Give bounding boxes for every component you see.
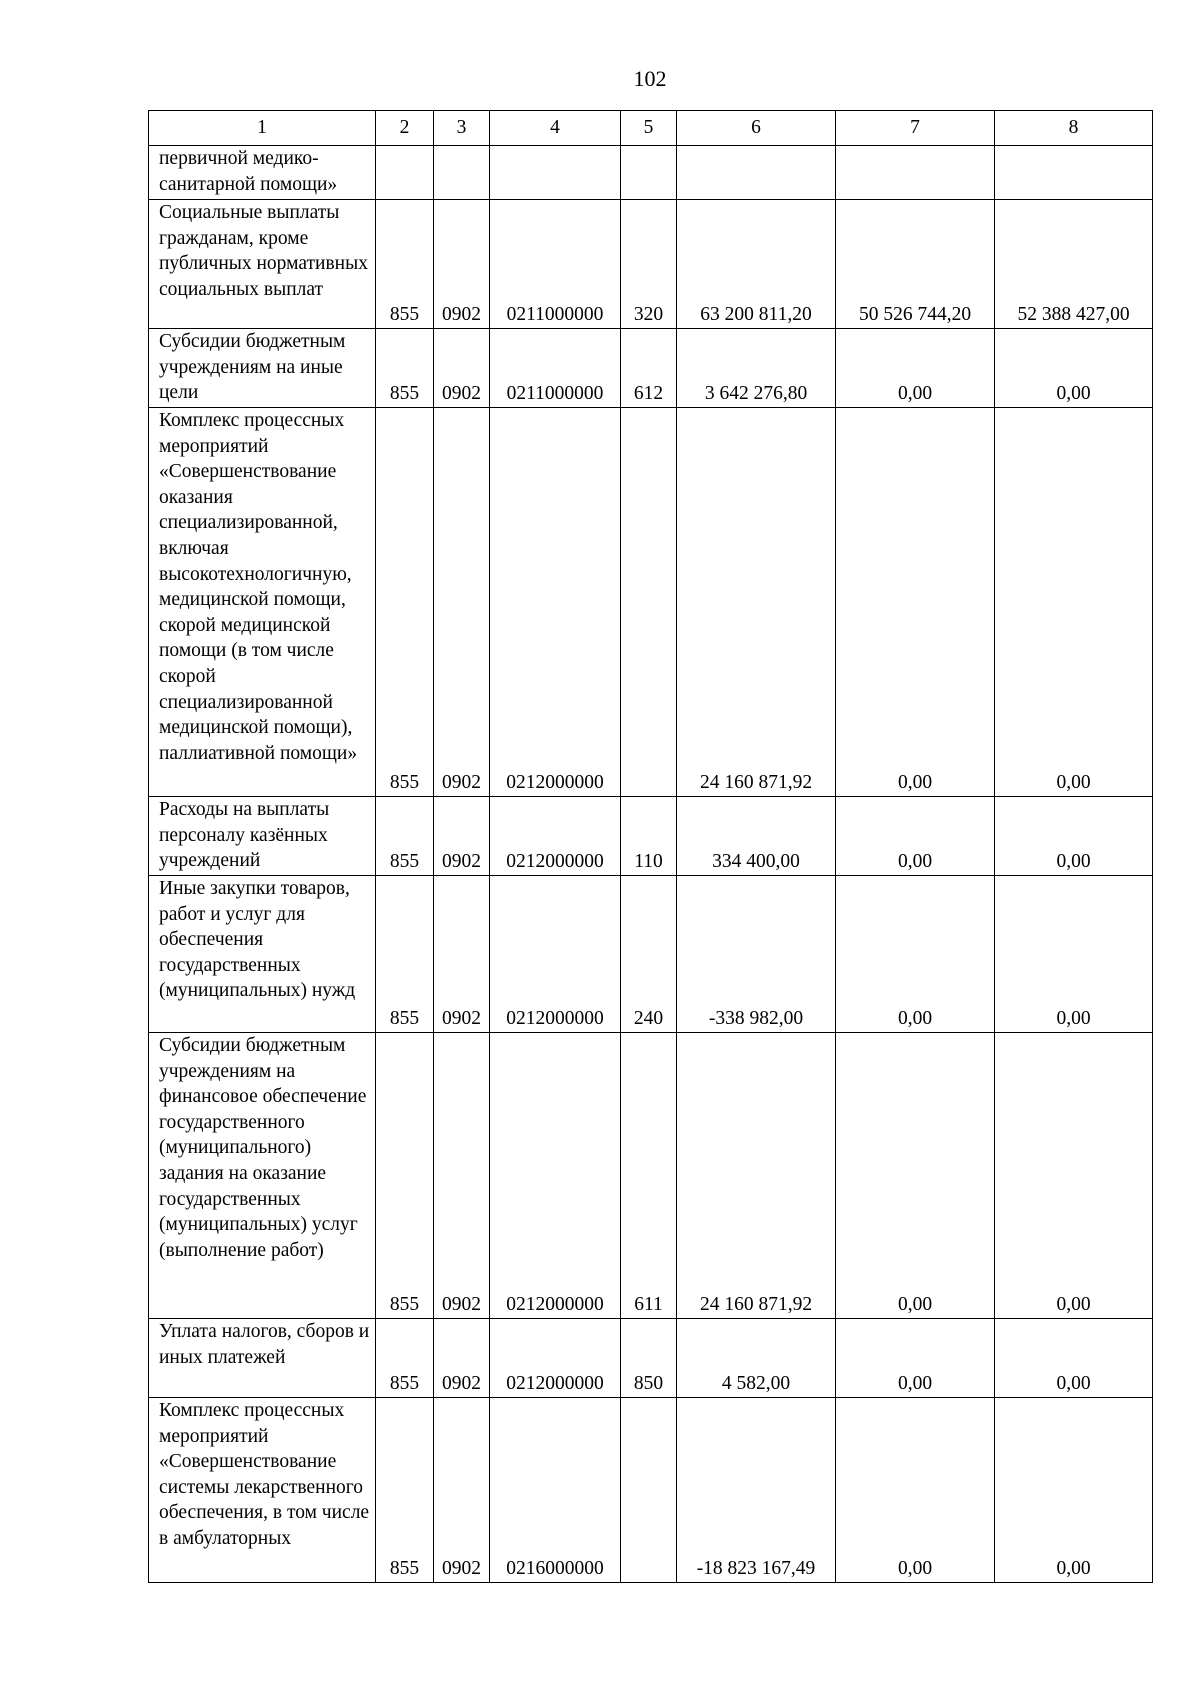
column-header: 8 (995, 111, 1153, 146)
amount-cell: 63 200 811,20 (677, 200, 836, 329)
code-cell: 855 (376, 1398, 434, 1583)
column-header: 6 (677, 111, 836, 146)
section-cell: 0902 (434, 408, 490, 797)
amount-cell: 0,00 (836, 329, 995, 408)
expense-type-cell (621, 1398, 677, 1583)
amount-cell: 0,00 (836, 1398, 995, 1583)
row-name-cell: первичной медико-санитарной помощи» (149, 146, 376, 200)
target-article-cell: 0212000000 (490, 797, 621, 876)
amount-cell: 0,00 (995, 1033, 1153, 1319)
expense-type-cell: 320 (621, 200, 677, 329)
column-header: 2 (376, 111, 434, 146)
section-cell: 0902 (434, 1319, 490, 1398)
row-name-cell: Расходы на выплаты персоналу казённых учреждений (149, 797, 376, 876)
amount-cell: 0,00 (995, 408, 1153, 797)
section-cell: 0902 (434, 200, 490, 329)
amount-cell (995, 146, 1153, 200)
amount-cell: 0,00 (836, 1033, 995, 1319)
code-cell: 855 (376, 797, 434, 876)
amount-cell (677, 146, 836, 200)
table-row (149, 1319, 1153, 1398)
budget-table (148, 110, 1153, 1583)
code-cell: 855 (376, 200, 434, 329)
section-cell: 0902 (434, 329, 490, 408)
target-article-cell: 0211000000 (490, 329, 621, 408)
target-article-cell: 0212000000 (490, 1033, 621, 1319)
section-cell: 0902 (434, 1398, 490, 1583)
table-row (149, 797, 1153, 876)
target-article-cell: 0211000000 (490, 200, 621, 329)
amount-cell: 0,00 (995, 876, 1153, 1033)
table-row (149, 408, 1153, 797)
expense-type-cell: 240 (621, 876, 677, 1033)
expense-type-cell (621, 408, 677, 797)
table-row (149, 1398, 1153, 1583)
section-cell: 0902 (434, 876, 490, 1033)
row-name-cell: Субсидии бюджетным учреждениям на иные цели (149, 329, 376, 408)
table-row (149, 876, 1153, 1033)
column-header: 7 (836, 111, 995, 146)
amount-cell: 50 526 744,20 (836, 200, 995, 329)
column-header: 4 (490, 111, 621, 146)
amount-cell: 0,00 (995, 797, 1153, 876)
page-number: 102 (633, 66, 667, 91)
amount-cell (836, 146, 995, 200)
column-header: 5 (621, 111, 677, 146)
row-name-cell: Субсидии бюджетным учреждениям на финансовое обеспечение государственного (муниципального) задания на оказание государственных (муниципальных) услуг (выполнение работ) (149, 1033, 376, 1319)
section-cell: 0902 (434, 797, 490, 876)
table-row (149, 200, 1153, 329)
target-article-cell: 0216000000 (490, 1398, 621, 1583)
amount-cell: -338 982,00 (677, 876, 836, 1033)
amount-cell: 0,00 (836, 1319, 995, 1398)
section-cell (434, 146, 490, 200)
amount-cell: 3 642 276,80 (677, 329, 836, 408)
expense-type-cell: 611 (621, 1033, 677, 1319)
amount-cell: 0,00 (836, 876, 995, 1033)
expense-type-cell: 850 (621, 1319, 677, 1398)
code-cell (376, 146, 434, 200)
amount-cell: 0,00 (836, 797, 995, 876)
amount-cell: 0,00 (995, 1398, 1153, 1583)
target-article-cell: 0212000000 (490, 1319, 621, 1398)
table-row (149, 146, 1153, 200)
table-row (149, 1033, 1153, 1319)
section-cell: 0902 (434, 1033, 490, 1319)
amount-cell: 334 400,00 (677, 797, 836, 876)
amount-cell: 24 160 871,92 (677, 1033, 836, 1319)
target-article-cell: 0212000000 (490, 408, 621, 797)
expense-type-cell: 110 (621, 797, 677, 876)
row-name-cell: Иные закупки товаров, работ и услуг для обеспечения государственных (муниципальных) нужд (149, 876, 376, 1033)
target-article-cell: 0212000000 (490, 876, 621, 1033)
expense-type-cell: 612 (621, 329, 677, 408)
amount-cell: 4 582,00 (677, 1319, 836, 1398)
code-cell: 855 (376, 1033, 434, 1319)
row-name-cell: Комплекс процессных мероприятий «Совершенствование оказания специализированной, включая высокотехнологичную, медицинской помощи, скорой медицинской помощи (в том числе скорой специализированной медицинской помощи), паллиативной помощи» (149, 408, 376, 797)
row-name-cell: Комплекс процессных мероприятий «Совершенствование системы лекарственного обеспечения, в том числе в амбулаторных (149, 1398, 376, 1583)
table-row (149, 329, 1153, 408)
amount-cell: -18 823 167,49 (677, 1398, 836, 1583)
row-name-cell: Социальные выплаты гражданам, кроме публичных нормативных социальных выплат (149, 200, 376, 329)
column-header: 1 (149, 111, 376, 146)
amount-cell: 0,00 (836, 408, 995, 797)
code-cell: 855 (376, 408, 434, 797)
code-cell: 855 (376, 876, 434, 1033)
target-article-cell (490, 146, 621, 200)
table-header-row (149, 111, 1153, 146)
column-header: 3 (434, 111, 490, 146)
amount-cell: 24 160 871,92 (677, 408, 836, 797)
amount-cell: 0,00 (995, 329, 1153, 408)
amount-cell: 52 388 427,00 (995, 200, 1153, 329)
code-cell: 855 (376, 1319, 434, 1398)
amount-cell: 0,00 (995, 1319, 1153, 1398)
expense-type-cell (621, 146, 677, 200)
row-name-cell: Уплата налогов, сборов и иных платежей (149, 1319, 376, 1398)
code-cell: 855 (376, 329, 434, 408)
